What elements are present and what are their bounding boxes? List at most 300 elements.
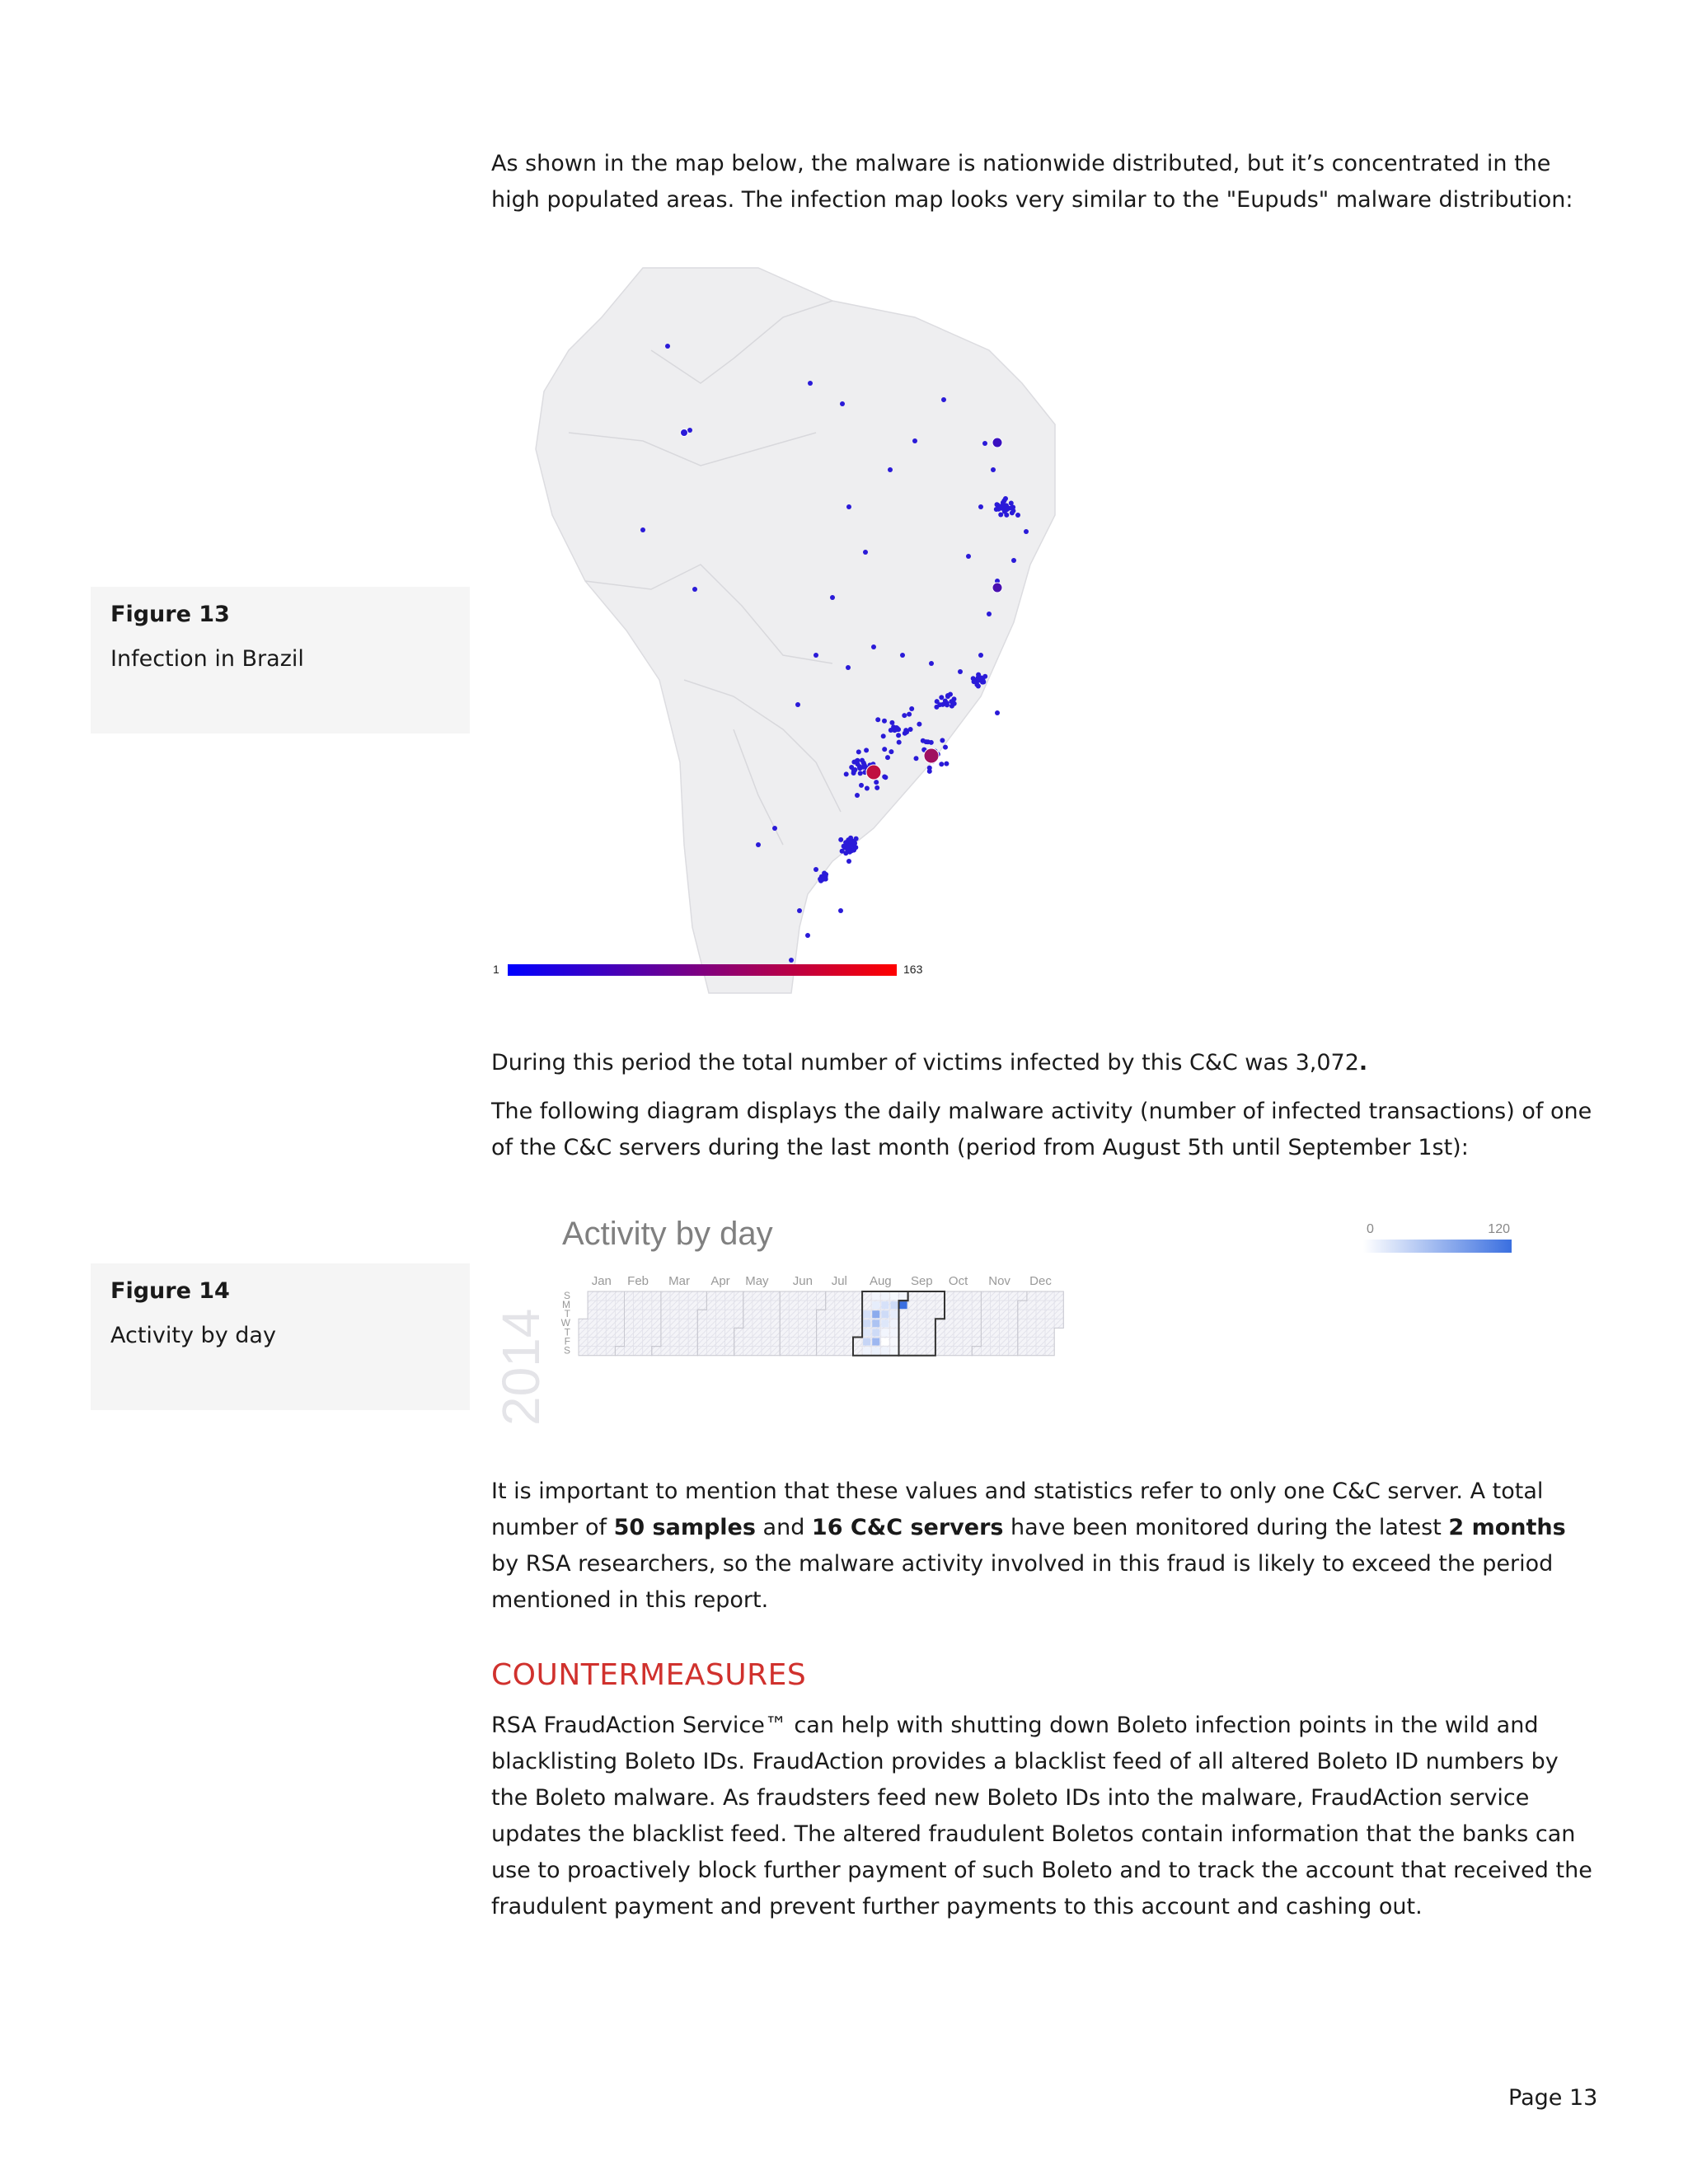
- day-cell-empty: [844, 1310, 853, 1319]
- day-cell-empty: [844, 1328, 853, 1337]
- day-cell-empty: [917, 1301, 926, 1310]
- day-cell-empty: [670, 1328, 679, 1337]
- day-cell-empty: [1036, 1347, 1045, 1356]
- cm-line: RSA FraudAction Service™ can help with shutting down Boleto infection points in the wild and: [491, 1713, 1539, 1738]
- day-cell-empty: [908, 1319, 917, 1328]
- day-cell-empty: [706, 1328, 715, 1337]
- day-cell-empty: [963, 1319, 972, 1328]
- activity-day-cell: [872, 1301, 879, 1309]
- day-cell-empty: [1018, 1291, 1027, 1301]
- infection-dot: [838, 908, 843, 913]
- day-cell-empty: [753, 1328, 762, 1337]
- day-cell-empty: [935, 1291, 945, 1301]
- activity-day-cell: [890, 1292, 898, 1300]
- day-cell-empty: [652, 1310, 661, 1319]
- day-cell-empty: [1045, 1310, 1054, 1319]
- day-cell-empty: [780, 1338, 789, 1347]
- month-label: Dec: [1029, 1274, 1052, 1288]
- day-cell-empty: [652, 1301, 661, 1310]
- day-cell-empty: [688, 1328, 697, 1337]
- day-cell-empty: [634, 1338, 643, 1347]
- day-cell-empty: [706, 1310, 715, 1319]
- infection-dot: [805, 933, 810, 938]
- infection-dot: [846, 504, 851, 509]
- day-cell-empty: [908, 1328, 917, 1337]
- infection-dot: [909, 706, 914, 711]
- important-text-4: have been monitored during the latest: [1003, 1515, 1449, 1540]
- day-cell-empty: [789, 1310, 798, 1319]
- day-cell-empty: [743, 1291, 753, 1301]
- day-cell-empty: [1027, 1301, 1036, 1310]
- infection-dot: [823, 874, 828, 879]
- legend-max-label: 163: [903, 963, 923, 976]
- infection-dot: [982, 441, 987, 446]
- day-cell-empty: [972, 1319, 981, 1328]
- infection-dot: [844, 771, 849, 776]
- figure-14-title: Figure 14: [110, 1278, 230, 1304]
- day-cell-empty: [1018, 1328, 1027, 1337]
- day-cell-empty: [734, 1310, 743, 1319]
- day-cell-empty: [1018, 1301, 1027, 1310]
- victims-paragraph: [491, 1045, 1612, 1081]
- weekday-label: T: [564, 1326, 570, 1338]
- infection-dot: [852, 841, 857, 846]
- infection-dot: [950, 704, 954, 709]
- day-cell-empty: [954, 1301, 963, 1310]
- day-cell-empty: [1054, 1319, 1063, 1328]
- day-cell-empty: [670, 1310, 679, 1319]
- day-cell-empty: [706, 1347, 715, 1356]
- day-cell-empty: [853, 1347, 862, 1356]
- day-cell-empty: [679, 1301, 688, 1310]
- day-cell-empty: [954, 1328, 963, 1337]
- samples-count: 50 samples: [613, 1515, 756, 1540]
- infection-dot: [874, 785, 879, 790]
- day-cell-empty: [798, 1310, 807, 1319]
- day-cell-empty: [753, 1319, 762, 1328]
- day-cell-empty: [826, 1347, 835, 1356]
- day-cell-empty: [697, 1291, 706, 1301]
- important-text-2: number of: [491, 1515, 614, 1540]
- day-cell-empty: [743, 1301, 753, 1310]
- victims-text: During this period the total number of victims infected by this C&C was 3,072: [491, 1050, 1359, 1076]
- day-cell-empty: [1000, 1319, 1009, 1328]
- day-cell-empty: [588, 1310, 597, 1319]
- day-cell-empty: [588, 1328, 597, 1337]
- day-cell-empty: [1009, 1338, 1018, 1347]
- infection-dot: [846, 665, 851, 670]
- day-cell-empty: [826, 1291, 835, 1301]
- day-cell-empty: [725, 1291, 734, 1301]
- day-cell-empty: [926, 1319, 935, 1328]
- day-cell-empty: [753, 1338, 762, 1347]
- day-cell-empty: [706, 1338, 715, 1347]
- day-cell-empty: [597, 1338, 606, 1347]
- day-cell-empty: [670, 1301, 679, 1310]
- day-cell-empty: [625, 1291, 634, 1301]
- day-cell-empty: [853, 1338, 862, 1347]
- day-cell-empty: [716, 1291, 725, 1301]
- day-cell-empty: [899, 1338, 908, 1347]
- important-line-1: It is important to mention that these values and statistics refer to only one C&C server. A total: [491, 1479, 1544, 1504]
- infection-dot: [814, 867, 818, 872]
- day-cell-empty: [634, 1328, 643, 1337]
- day-cell-empty: [606, 1301, 615, 1310]
- infection-dot: [856, 749, 861, 754]
- infection-dot: [665, 344, 670, 349]
- day-cell-empty: [991, 1301, 1000, 1310]
- day-cell-empty: [963, 1301, 972, 1310]
- day-cell-empty: [826, 1301, 835, 1310]
- figure-13-label: [91, 587, 470, 733]
- activity-day-cell: [863, 1310, 870, 1318]
- infection-dot: [855, 758, 860, 763]
- day-cell-empty: [1045, 1301, 1054, 1310]
- infection-dot: [860, 758, 865, 763]
- day-cell-empty: [926, 1338, 935, 1347]
- infection-dot: [935, 699, 940, 704]
- infection-dot: [889, 749, 893, 754]
- day-cell-empty: [679, 1328, 688, 1337]
- day-cell-empty: [1027, 1338, 1036, 1347]
- infection-dot: [927, 769, 932, 774]
- day-cell-empty: [899, 1328, 908, 1337]
- day-cell-empty: [991, 1347, 1000, 1356]
- day-cell-empty: [643, 1347, 652, 1356]
- day-cell-empty: [991, 1319, 1000, 1328]
- month-label: Jun: [792, 1274, 813, 1288]
- month-label: Aug: [869, 1274, 892, 1288]
- day-cell-empty: [706, 1291, 715, 1301]
- infection-dot: [939, 762, 944, 766]
- figure-13-title: Figure 13: [110, 602, 230, 627]
- day-cell-empty: [697, 1301, 706, 1310]
- day-cell-empty: [588, 1319, 597, 1328]
- day-cell-empty: [615, 1338, 624, 1347]
- month-label: Oct: [948, 1274, 968, 1288]
- day-cell-empty: [945, 1310, 954, 1319]
- day-cell-empty: [606, 1328, 615, 1337]
- day-cell-empty: [853, 1328, 862, 1337]
- day-cell-empty: [853, 1319, 862, 1328]
- infection-dot: [926, 739, 931, 744]
- day-cell-empty: [945, 1319, 954, 1328]
- day-cell-empty: [945, 1347, 954, 1356]
- infection-dot: [1009, 505, 1014, 510]
- activity-day-cell: [872, 1338, 879, 1346]
- activity-day-cell: [863, 1329, 870, 1336]
- day-cell-empty: [725, 1301, 734, 1310]
- activity-day-cell: [881, 1301, 889, 1309]
- activity-day-cell: [872, 1319, 879, 1327]
- day-cell-empty: [926, 1347, 935, 1356]
- infection-dot: [756, 842, 761, 847]
- day-cell-empty: [725, 1328, 734, 1337]
- day-cell-empty: [688, 1301, 697, 1310]
- day-cell-empty: [835, 1291, 844, 1301]
- infection-dot: [1004, 507, 1009, 512]
- day-cell-empty: [1009, 1319, 1018, 1328]
- day-cell-empty: [1027, 1328, 1036, 1337]
- day-cell-empty: [661, 1291, 670, 1301]
- day-cell-empty: [926, 1328, 935, 1337]
- day-cell-empty: [734, 1319, 743, 1328]
- day-cell-empty: [771, 1328, 780, 1337]
- day-cell-empty: [972, 1301, 981, 1310]
- day-cell-empty: [716, 1301, 725, 1310]
- day-cell-empty: [661, 1301, 670, 1310]
- infection-dot: [944, 762, 949, 766]
- day-cell-empty: [716, 1328, 725, 1337]
- month-label: Jul: [831, 1274, 847, 1288]
- day-cell-empty: [615, 1347, 624, 1356]
- day-cell-empty: [762, 1319, 771, 1328]
- infection-dot: [852, 767, 857, 772]
- infection-dot: [863, 550, 868, 555]
- intro-paragraph: [491, 146, 1612, 218]
- day-cell-empty: [926, 1301, 935, 1310]
- activity-day-cell: [881, 1347, 889, 1355]
- month-label: May: [745, 1274, 769, 1288]
- infection-dot: [914, 756, 919, 761]
- day-cell-empty: [862, 1301, 871, 1310]
- day-cell-empty: [1000, 1301, 1009, 1310]
- infection-dot: [992, 438, 1002, 448]
- day-cell-empty: [743, 1338, 753, 1347]
- day-cell-empty: [771, 1347, 780, 1356]
- day-cell-empty: [899, 1310, 908, 1319]
- day-cell-empty: [706, 1301, 715, 1310]
- day-cell-empty: [817, 1319, 826, 1328]
- day-cell-empty: [817, 1328, 826, 1337]
- day-cell-empty: [679, 1319, 688, 1328]
- day-cell-empty: [908, 1291, 917, 1301]
- day-cell-empty: [1018, 1347, 1027, 1356]
- month-label: Jan: [591, 1274, 612, 1288]
- countermeasures-heading: COUNTERMEASURES: [491, 1658, 807, 1692]
- infection-dot: [789, 958, 794, 963]
- day-cell-empty: [981, 1291, 990, 1301]
- activity-day-cell: [872, 1310, 879, 1318]
- day-cell-empty: [762, 1291, 771, 1301]
- activity-day-cell: [872, 1292, 879, 1300]
- infection-dot: [921, 738, 926, 743]
- infection-dot: [1024, 529, 1029, 534]
- infection-dot: [846, 848, 851, 853]
- day-cell-empty: [1045, 1319, 1054, 1328]
- day-cell-empty: [945, 1291, 954, 1301]
- day-cell-empty: [1036, 1328, 1045, 1337]
- day-cell-empty: [588, 1291, 597, 1301]
- infection-dot: [830, 595, 835, 600]
- day-cell-empty: [1027, 1347, 1036, 1356]
- infection-dot: [998, 513, 1003, 518]
- day-cell-empty: [935, 1301, 945, 1310]
- important-paragraph: [491, 1474, 1612, 1619]
- day-cell-empty: [679, 1291, 688, 1301]
- day-cell-empty: [981, 1347, 990, 1356]
- infection-dot: [943, 745, 948, 750]
- day-cell-empty: [625, 1301, 634, 1310]
- year-label: 2014: [491, 1308, 551, 1426]
- day-cell-empty: [954, 1310, 963, 1319]
- infection-dot: [908, 727, 913, 732]
- infection-dot: [795, 702, 800, 707]
- day-cell-empty: [725, 1310, 734, 1319]
- day-cell-empty: [606, 1347, 615, 1356]
- day-cell-empty: [652, 1347, 661, 1356]
- infection-dot: [945, 701, 950, 705]
- day-cell-empty: [1018, 1310, 1027, 1319]
- day-cell-empty: [1000, 1328, 1009, 1337]
- day-cell-empty: [981, 1319, 990, 1328]
- day-cell-empty: [853, 1310, 862, 1319]
- day-cell-empty: [606, 1310, 615, 1319]
- activity-day-cell: [890, 1310, 898, 1318]
- figure-14-label: [91, 1263, 470, 1410]
- day-cell-empty: [981, 1328, 990, 1337]
- day-cell-empty: [734, 1301, 743, 1310]
- infection-dot: [897, 740, 902, 745]
- day-cell-empty: [991, 1328, 1000, 1337]
- infection-dot: [972, 679, 977, 684]
- activity-day-cell: [863, 1319, 870, 1327]
- day-cell-empty: [643, 1310, 652, 1319]
- day-cell-empty: [1000, 1310, 1009, 1319]
- day-cell-empty: [917, 1338, 926, 1347]
- activity-day-cell: [890, 1329, 898, 1336]
- day-cell-empty: [899, 1347, 908, 1356]
- day-cell-empty: [780, 1291, 789, 1301]
- day-cell-empty: [780, 1301, 789, 1310]
- day-cell-empty: [716, 1338, 725, 1347]
- important-text-3: and: [755, 1515, 812, 1540]
- day-cell-empty: [634, 1301, 643, 1310]
- day-cell-empty: [954, 1291, 963, 1301]
- day-cell-empty: [615, 1310, 624, 1319]
- infection-dot: [978, 504, 983, 509]
- day-cell-empty: [844, 1319, 853, 1328]
- infection-dot: [994, 507, 999, 512]
- activity-chart: [491, 1187, 1546, 1434]
- day-cell-empty: [963, 1328, 972, 1337]
- day-cell-empty: [945, 1301, 954, 1310]
- intro-line-1: As shown in the map below, the malware is nationwide distributed, but it’s concentrated in the: [491, 151, 1551, 176]
- day-cell-empty: [908, 1310, 917, 1319]
- weekday-label: T: [564, 1308, 570, 1320]
- infection-dot: [640, 527, 645, 532]
- day-cell-empty: [679, 1347, 688, 1356]
- day-cell-empty: [771, 1310, 780, 1319]
- day-cell-empty: [817, 1338, 826, 1347]
- weekday-label: F: [564, 1335, 570, 1347]
- day-cell-empty: [597, 1301, 606, 1310]
- day-cell-empty: [1018, 1319, 1027, 1328]
- countermeasures-paragraph: [491, 1708, 1612, 1925]
- day-cell-empty: [743, 1319, 753, 1328]
- day-cell-empty: [1027, 1310, 1036, 1319]
- calendar-grid: [579, 1291, 1063, 1356]
- activity-day-cell: [881, 1329, 889, 1336]
- infection-dot: [940, 738, 945, 743]
- day-cell-empty: [679, 1338, 688, 1347]
- servers-count: 16 C&C servers: [811, 1515, 1004, 1540]
- day-cell-empty: [762, 1328, 771, 1337]
- day-cell-empty: [652, 1338, 661, 1347]
- day-cell-empty: [725, 1338, 734, 1347]
- infection-dot: [866, 765, 881, 780]
- day-cell-empty: [771, 1291, 780, 1301]
- day-cell-empty: [625, 1328, 634, 1337]
- infection-dot: [1001, 500, 1006, 505]
- infection-map: [486, 268, 1047, 993]
- day-cell-empty: [853, 1301, 862, 1310]
- day-cell-empty: [963, 1310, 972, 1319]
- month-label: Apr: [710, 1274, 730, 1288]
- cm-line: blacklisting Boleto IDs. FraudAction provides a blacklist feed of all altered Boleto ID numbers by: [491, 1749, 1559, 1774]
- day-cell-empty: [789, 1301, 798, 1310]
- figure-13-caption: Infection in Brazil: [110, 646, 304, 672]
- day-cell-empty: [615, 1328, 624, 1337]
- day-cell-empty: [688, 1338, 697, 1347]
- day-cell-empty: [817, 1291, 826, 1301]
- weekday-label: W: [560, 1317, 570, 1329]
- day-cell-empty: [615, 1291, 624, 1301]
- day-cell-empty: [643, 1301, 652, 1310]
- activity-day-cell: [890, 1301, 898, 1309]
- infection-dot: [885, 755, 890, 760]
- infection-dot: [883, 775, 888, 780]
- activity-day-cell: [890, 1347, 898, 1355]
- day-cell-empty: [716, 1310, 725, 1319]
- infection-dot: [924, 748, 939, 763]
- day-cell-empty: [817, 1301, 826, 1310]
- day-cell-empty: [835, 1310, 844, 1319]
- day-cell-empty: [826, 1338, 835, 1347]
- day-cell-empty: [926, 1310, 935, 1319]
- infection-dot: [851, 847, 856, 852]
- day-cell-empty: [588, 1347, 597, 1356]
- day-cell-empty: [981, 1310, 990, 1319]
- day-cell-empty: [606, 1338, 615, 1347]
- infection-dot: [1009, 501, 1014, 506]
- scale-min-label: 0: [1367, 1222, 1374, 1236]
- day-cell-empty: [963, 1338, 972, 1347]
- day-cell-empty: [670, 1347, 679, 1356]
- day-cell-empty: [917, 1319, 926, 1328]
- infection-dot: [881, 733, 886, 738]
- diagram-intro-paragraph: [491, 1094, 1612, 1166]
- day-cell-empty: [762, 1310, 771, 1319]
- day-cell-empty: [917, 1328, 926, 1337]
- infection-dot: [995, 710, 1000, 715]
- activity-day-cell: [900, 1301, 907, 1309]
- day-cell-empty: [762, 1301, 771, 1310]
- day-cell-empty: [835, 1319, 844, 1328]
- day-cell-empty: [579, 1319, 588, 1328]
- infection-dot: [952, 696, 957, 701]
- day-cell-empty: [753, 1291, 762, 1301]
- infection-dot: [929, 661, 934, 666]
- infection-dot: [907, 712, 912, 717]
- day-cell-empty: [1000, 1338, 1009, 1347]
- infection-dot: [917, 722, 921, 727]
- infection-dot: [858, 771, 863, 776]
- day-cell-empty: [652, 1319, 661, 1328]
- day-cell-empty: [945, 1328, 954, 1337]
- infection-dot: [995, 502, 1000, 507]
- day-cell-empty: [981, 1338, 990, 1347]
